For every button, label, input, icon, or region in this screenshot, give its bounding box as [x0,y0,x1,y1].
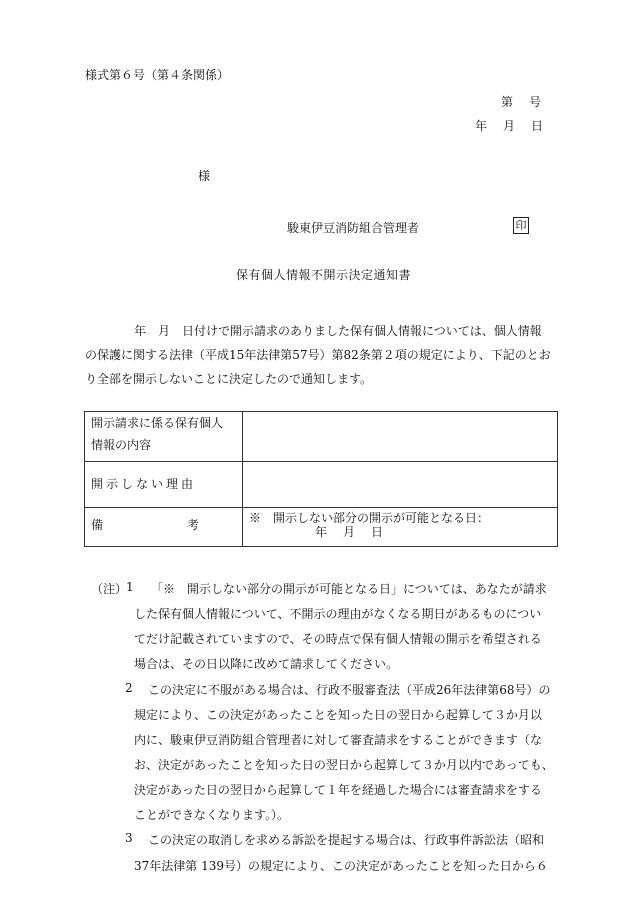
note-line: この決定に不服がある場合は、行政不服審査法（平成26年法律第68号）の [148,683,551,697]
issuer-name: 駿東伊豆消防組合管理者 [287,221,420,235]
notes-heading: （注） [91,582,128,596]
note-line: 「※ 開示しない部分の開示が可能となる日」については、あなたが請求 [151,582,547,596]
table-row [85,462,558,508]
body-line: の保護に関する法律（平成15年法律第57号）第82条第２項の規定により、下記のとお [85,348,551,362]
note-number: 3 [125,831,133,845]
body-line: 年 月 日付けで開示請求のありました保有個人情報については、個人情報 [134,324,542,338]
table-row [85,508,558,547]
requested-info-label [85,412,243,462]
seal-box: 印 [513,217,529,234]
note-line: 37年法律第 139号）の規定により、この決定があったことを知った日から６ [134,859,548,873]
label-line: 開示請求に係る保有個人 [91,416,224,430]
remarks-label [85,508,243,547]
form-label: 様式第６号（第４条関係） [85,68,230,82]
label-line: 情報の内容 [91,438,152,452]
info-table [84,411,558,547]
document-number: 第 号 [501,95,544,109]
note-number: 1 [126,580,134,594]
note-line: お、決定があったことを知った日の翌日から起算して３か月以内であっても、 [134,758,554,772]
addressee: 様 [198,169,211,183]
document-date: 年 月 日 [475,119,546,133]
note-line: 規定により、この決定があったことを知った日の翌日から起算して３か月以 [134,708,542,722]
reason-value [243,462,558,508]
remarks-date: 年 月 日 [315,525,386,539]
remarks-label-b: 考 [187,518,200,532]
note-line: てだけ記載されていますので、その時点で保有個人情報の開示を希望される [134,632,542,646]
remarks-value [243,508,558,547]
note-number: 2 [125,681,133,695]
note-line: 決定があった日の翌日から起算して１年を経過した場合には審査請求をする [134,783,542,797]
remarks-label-a: 備 [91,518,104,532]
note-line: 内に、駿東伊豆消防組合管理者に対して審査請求をすることができます（な [134,733,543,747]
note-line: した保有個人情報について、不開示の理由がなくなる期日があるものについ [134,607,542,621]
document-title: 保有個人情報不開示決定通知書 [236,268,412,282]
requested-info-value [243,412,558,462]
note-line: この決定の取消しを求める訴訟を提起する場合は、行政事件訴訟法（昭和 [148,833,545,847]
table-row [85,412,558,462]
note-line: ことができなくなります。）。 [134,808,290,822]
reason-label: 開示しない理由 [85,462,243,508]
body-line: り全部を開示しないことに決定したので通知します。 [85,372,373,386]
remarks-line: ※ 開示しない部分の開示が可能となる日： [249,511,490,525]
note-line: 場合は、その日以降に改めて請求してください。 [134,657,399,671]
